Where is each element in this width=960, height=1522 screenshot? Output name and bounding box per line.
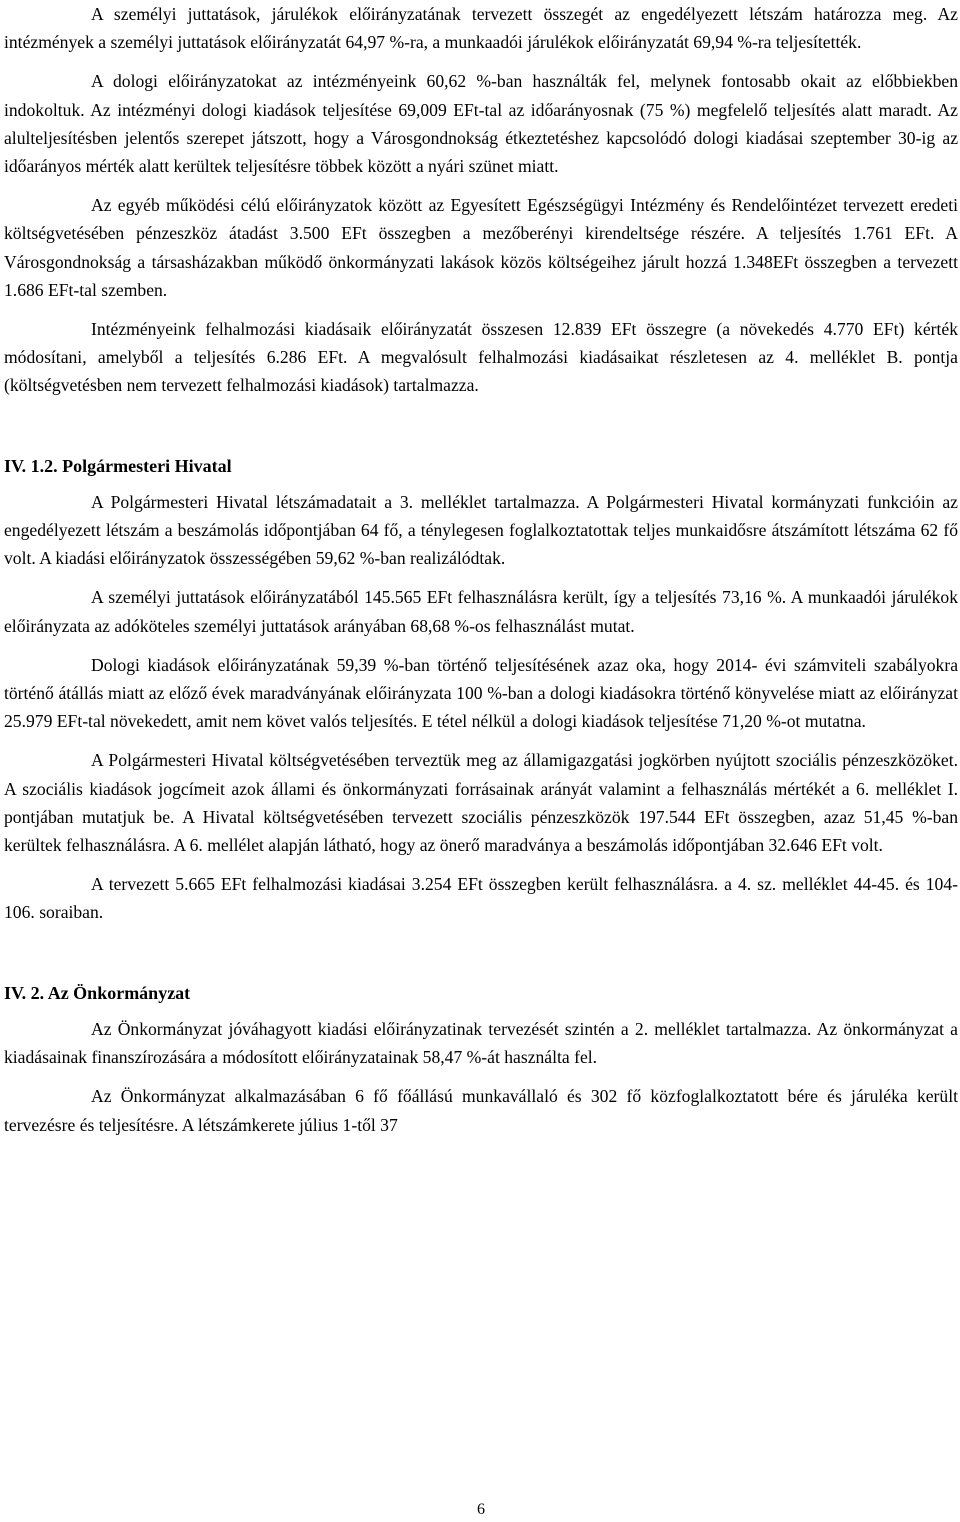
section-heading-municipality: IV. 2. Az Önkormányzat: [4, 982, 191, 1003]
paragraph-office-headcount: A Polgármesteri Hivatal létszámadatait a 3. melléklet tartalmazza. A Polgármesteri Hivatal kormányzati funkcióin az engedélyezett létszám a beszámolás időpontjában 64 fő, a ténylegesen foglalkoztatottak teljes munkaidősre átszámított létszáma 62 fő volt. A kiadási előirányzatok összességében 59,62 %-ban realizálódtak.: [4, 491, 958, 569]
page-number: 6: [477, 1501, 485, 1518]
paragraph-office-capital: A tervezett 5.665 EFt felhalmozási kiadásai 3.254 EFt összegben került felhasználásra. a 4. sz. melléklet 44-45. és 104-106. soraiban.: [4, 874, 958, 923]
section-heading-mayors-office: IV. 1.2. Polgármesteri Hivatal: [4, 455, 232, 476]
document-page: [4, 0, 958, 1522]
paragraph-personnel-expenses: A személyi juttatások, járulékok előirányzatának tervezett összegét az engedélyezett létszám határozza meg. Az intézmények a személyi juttatások előirányzatát 64,97 %-ra, a munkaadói járulékok előirányzatát 69,94 %-ra teljesítették.: [4, 4, 958, 53]
paragraph-other-operating: Az egyéb működési célú előirányzatok között az Egyesített Egészségügyi Intézmény és Rendelőintézet tervezett eredeti költségvetésében pénzeszköz átadást 3.500 EFt összegben a mezőberényi kirendeltsége részére. A teljesítés 1.761 EFt. A Városgondnokság a társasházakban működő önkormányzati lakások közös költségeihez járult hozzá 1.348EFt összegben a tervezett 1.686 EFt-tal szemben.: [4, 195, 958, 300]
paragraph-capital-expenses: Intézményeink felhalmozási kiadásaik előirányzatát összesen 12.839 EFt összegre (a növekedés 4.770 EFt) kérték módosítani, amelyből a teljesítés 6.286 EFt. A megvalósult felhalmozási kiadásaikat részletesen az 4. melléklet B. pontja (költségvetésben nem tervezett felhalmozási kiadások) tartalmazza.: [4, 319, 958, 396]
paragraph-office-personnel: A személyi juttatások előirányzatából 145.565 EFt felhasználásra került, így a teljesítés 73,16 %. A munkaadói járulékok előirányzata az adóköteles személyi juttatások arányában 68,68 %-os felhasználást mutat.: [4, 587, 958, 636]
paragraph-office-material: Dologi kiadások előirányzatának 59,39 %-ban történő teljesítésének azaz oka, hogy 2014- évi számviteli szabályokra történő átállás miatt az előző évek maradványának előirányzata 100 %-ban a dologi kiadásokra történő könyvelése miatt az előirányzat 25.979 EFt-tal növekedett, amit nem követ valós teljesítés. E tétel nélkül a dologi kiadások teljesítése 71,20 %-ot mutatna.: [4, 654, 958, 732]
paragraph-office-social: A Polgármesteri Hivatal költségvetésében terveztük meg az államigazgatási jogkörben nyújtott szociális pénzeszközöket. A szociális kiadások jogcímeit azok állami és önkormányzati forrásainak arányát valamint a felhasználás mértékét a 6. melléklet I. pontjában mutatjuk be. A Hivatal költségvetésében tervezett szociális pénzeszközök 197.544 EFt összegben, azaz 51,45 %-ban kerültek felhasználásra. A 6. mellélet alapján látható, hogy az önerő maradványa a beszámolás időpontjában 32.646 EFt volt.: [4, 750, 958, 856]
paragraph-material-expenses: A dologi előirányzatokat az intézményeink 60,62 %-ban használták fel, melynek fontosabb okait az előbbiekben indokoltuk. Az intézményi dologi kiadások teljesítése 69,009 EFt-tal az időarányosnak (75 %) megfelelő teljesítés alatt maradt. Az alulteljesítésben jelentős szerepet játszott, hogy a Városgondnokság étkeztetéshez kapcsolódó dologi kiadásai szeptember 30-ig az időarányos mérték alatt kerültek teljesítésre többek között a nyári szünet miatt.: [4, 71, 958, 177]
paragraph-municipality-staff: Az Önkormányzat alkalmazásában 6 fő főállású munkavállaló és 302 fő közfoglalkoztatott bére és járuléka került tervezésre és teljesítésre. A létszámkerete július 1-től 37: [4, 1086, 958, 1135]
paragraph-municipality-budget: Az Önkormányzat jóváhagyott kiadási előirányzatinak tervezését szintén a 2. melléklet tartalmazza. Az önkormányzat a kiadásainak finanszírozására a módosított előirányzatainak 58,47 %-át használta fel.: [4, 1018, 958, 1068]
